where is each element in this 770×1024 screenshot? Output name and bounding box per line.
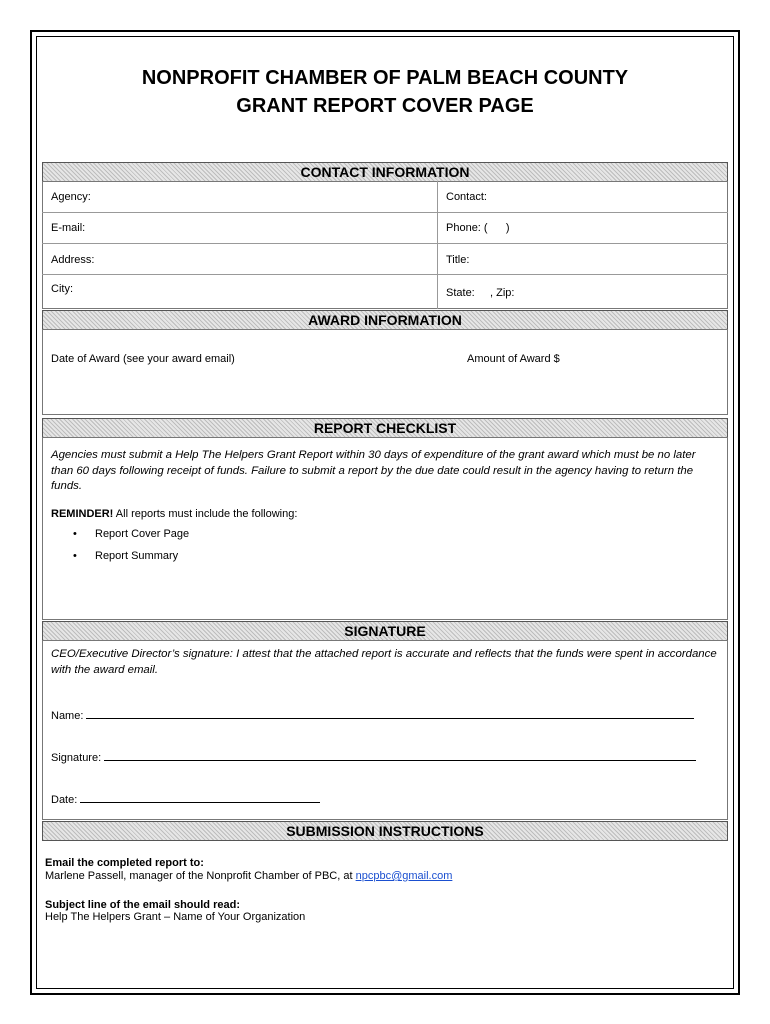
email-field[interactable]: E-mail: (51, 222, 86, 234)
email-instructions-heading: Email the completed report to: (45, 857, 204, 869)
signature-section-header: SIGNATURE (42, 621, 728, 641)
reminder-text: REMINDER! All reports must include the following: (51, 508, 298, 520)
list-item: • Report Summary (73, 550, 179, 562)
row-divider (42, 274, 728, 275)
address-field[interactable]: Address: (51, 254, 95, 266)
date-field[interactable]: Date: (51, 792, 320, 807)
contact-info-table (42, 181, 728, 309)
email-instructions-text: Marlene Passell, manager of the Nonprofit Chamber of PBC, at npcpbc@gmail.com (45, 870, 453, 882)
award-info-box (42, 329, 728, 415)
checklist-section-header: REPORT CHECKLIST (42, 418, 728, 438)
page-subtitle: GRANT REPORT COVER PAGE (236, 95, 534, 117)
subject-line-text: Help The Helpers Grant – Name of Your Organization (45, 911, 306, 923)
agency-field[interactable]: Agency: (51, 191, 91, 203)
title-field[interactable]: Title: (446, 254, 470, 266)
column-divider (437, 181, 438, 309)
date-of-award-field[interactable]: Date of Award (see your award email) (51, 353, 235, 365)
checklist-notice: Agencies must submit a Help The Helpers Grant Report within 30 days of expenditure of the grant award which must be no later than 60 days following receipt of funds. Failure to submit a report by the due date could result in the agency having to return the funds. (51, 449, 696, 492)
attestation-text: CEO/Executive Director’s signature: I attest that the attached report is accurate and reflects that the funds were spent in accordance with the award email. (51, 648, 717, 676)
signature-field[interactable]: Signature: (51, 750, 696, 765)
list-item: • Report Cover Page (73, 528, 190, 540)
row-divider (42, 212, 728, 213)
subject-line-heading: Subject line of the email should read: (45, 899, 240, 911)
city-field[interactable]: City: (51, 283, 73, 295)
contact-section-header: CONTACT INFORMATION (42, 162, 728, 182)
row-divider (42, 243, 728, 244)
award-section-header: AWARD INFORMATION (42, 310, 728, 330)
amount-of-award-field[interactable]: Amount of Award $ (467, 353, 560, 365)
page-title: NONPROFIT CHAMBER OF PALM BEACH COUNTY (141, 67, 629, 89)
name-field[interactable]: Name: (51, 708, 694, 723)
phone-field[interactable]: Phone: ( ) (446, 222, 510, 234)
state-zip-field[interactable]: State: , Zip: (446, 287, 515, 299)
contact-field[interactable]: Contact: (446, 191, 487, 203)
submission-section-header: SUBMISSION INSTRUCTIONS (42, 821, 728, 841)
email-link[interactable]: npcpbc@gmail.com (355, 870, 453, 882)
